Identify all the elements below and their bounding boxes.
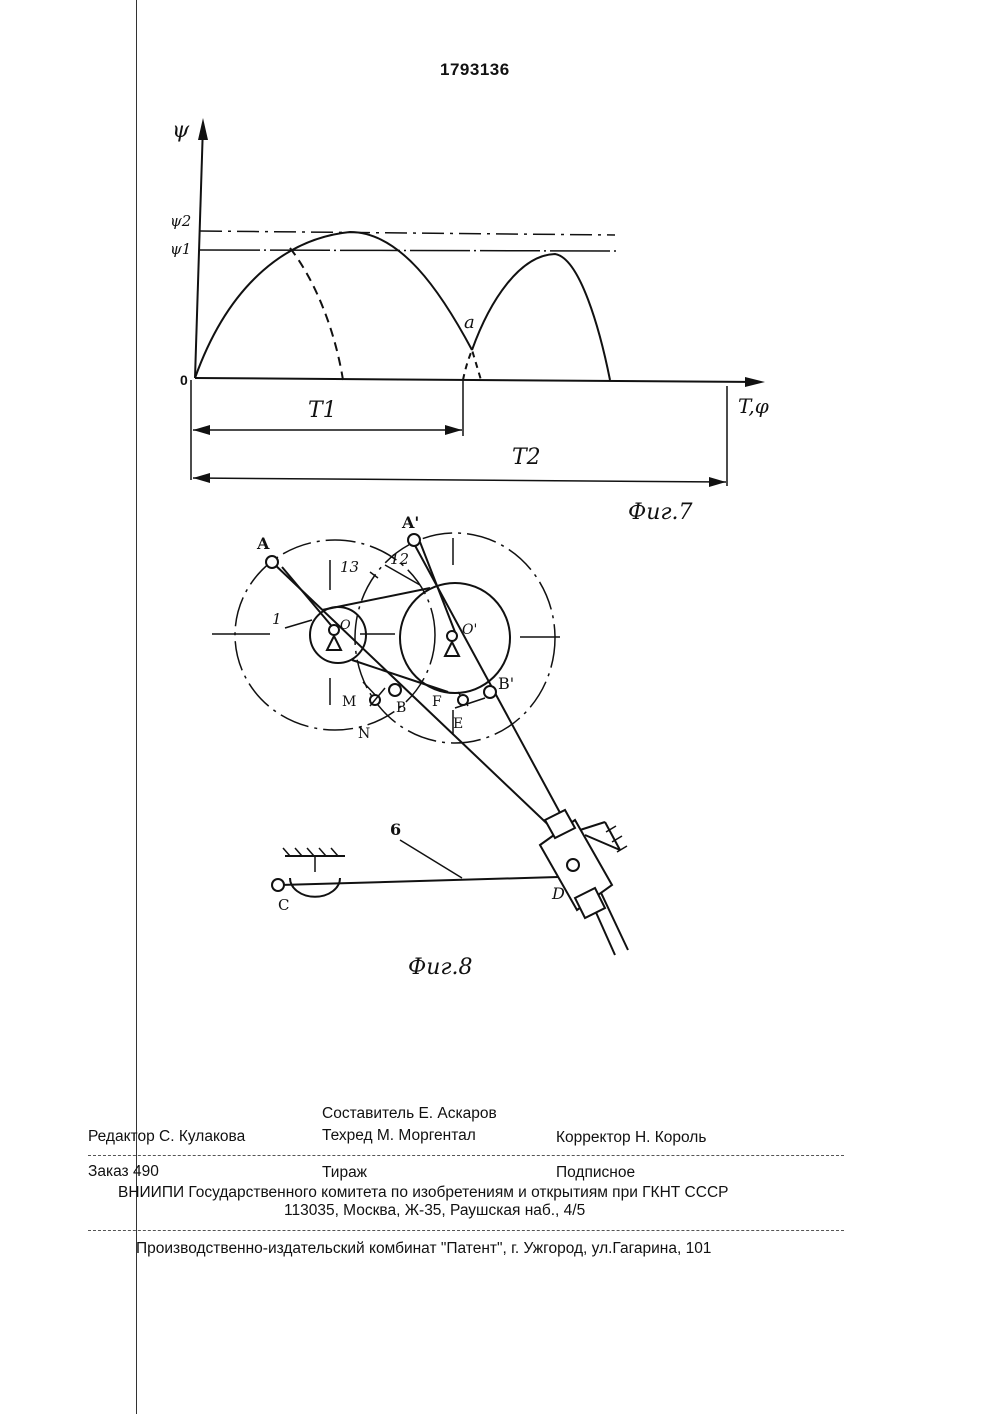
fig7-t1-label: T1 bbox=[308, 398, 337, 423]
fig8-label-o: O bbox=[340, 618, 351, 633]
fig7-caption: Фиг.7 bbox=[628, 500, 693, 525]
fig7-origin-label: 0 bbox=[180, 372, 188, 388]
fig7-y-label: ψ bbox=[172, 118, 190, 143]
footer-circulation: Тираж bbox=[322, 1164, 368, 1181]
fig7-psi2-label: ψ2 bbox=[170, 212, 192, 230]
fig8-joint-b bbox=[389, 684, 401, 696]
fig8-label-a: A bbox=[257, 534, 270, 553]
fig8-joint-o bbox=[329, 625, 339, 635]
footer-corrector: Корректор Н. Король bbox=[556, 1129, 707, 1146]
footer-publisher: Производственно-издательский комбинат "Патент", г. Ужгород, ул.Гагарина, 101 bbox=[136, 1240, 712, 1257]
footer-subscription: Подписное bbox=[556, 1164, 636, 1181]
footer-divider-2 bbox=[88, 1230, 844, 1231]
fig7-x-label: T,φ bbox=[738, 394, 769, 418]
fig8-support-c bbox=[290, 878, 340, 897]
fig8-belt-top bbox=[322, 588, 430, 610]
footer-vniipi: ВНИИПИ Государственного комитета по изобретениям и открытиям при ГКНТ СССР bbox=[118, 1184, 729, 1201]
fig8-pulley-small bbox=[310, 607, 366, 663]
fig8-joint-o-prime bbox=[447, 631, 457, 641]
fig7-psi1-label: ψ1 bbox=[170, 240, 192, 258]
fig8-caption: Фиг.8 bbox=[408, 955, 473, 980]
fig8-label-n: N bbox=[358, 726, 371, 742]
fig8-joint-a bbox=[266, 556, 278, 568]
fig8-joint-c bbox=[272, 879, 284, 891]
fig8-link-6 bbox=[280, 877, 558, 885]
fig8-label-b: B bbox=[396, 700, 407, 716]
fig8-label-f: F bbox=[432, 694, 442, 710]
fig8-label-13: 13 bbox=[340, 558, 360, 576]
footer-compiler: Составитель Е. Аскаров bbox=[322, 1105, 497, 1122]
fig8-label-b-prime: B' bbox=[498, 674, 515, 693]
fig8-label-1: 1 bbox=[272, 610, 282, 628]
fig7-t2-label: T2 bbox=[512, 445, 541, 470]
footer-order: Заказ 490 bbox=[88, 1163, 159, 1180]
fig8-label-a-prime: A' bbox=[402, 513, 420, 532]
footer-techred: Техред М. Моргентал bbox=[322, 1127, 476, 1144]
footer-address: 113035, Москва, Ж-35, Раушская наб., 4/5 bbox=[284, 1202, 586, 1219]
fig8-label-6: 6 bbox=[390, 820, 402, 839]
fig8-joint-a-prime bbox=[408, 534, 420, 546]
fig8-label-m: M bbox=[342, 694, 357, 710]
fig8-label-c: C bbox=[278, 896, 290, 914]
fig8-label-d: D bbox=[552, 884, 565, 903]
fig8-label-12: 12 bbox=[390, 550, 410, 568]
fig7-point-a-label: a bbox=[464, 312, 475, 333]
footer-editor: Редактор С. Кулакова bbox=[88, 1128, 246, 1145]
fig8-label-o-prime: O' bbox=[462, 622, 478, 638]
fig8-joint-b-prime bbox=[484, 686, 496, 698]
footer-divider-1 bbox=[88, 1155, 844, 1156]
fig8-link-a bbox=[272, 562, 580, 855]
patent-number: 1793136 bbox=[440, 60, 510, 79]
fig8-label-e: E bbox=[453, 716, 464, 732]
